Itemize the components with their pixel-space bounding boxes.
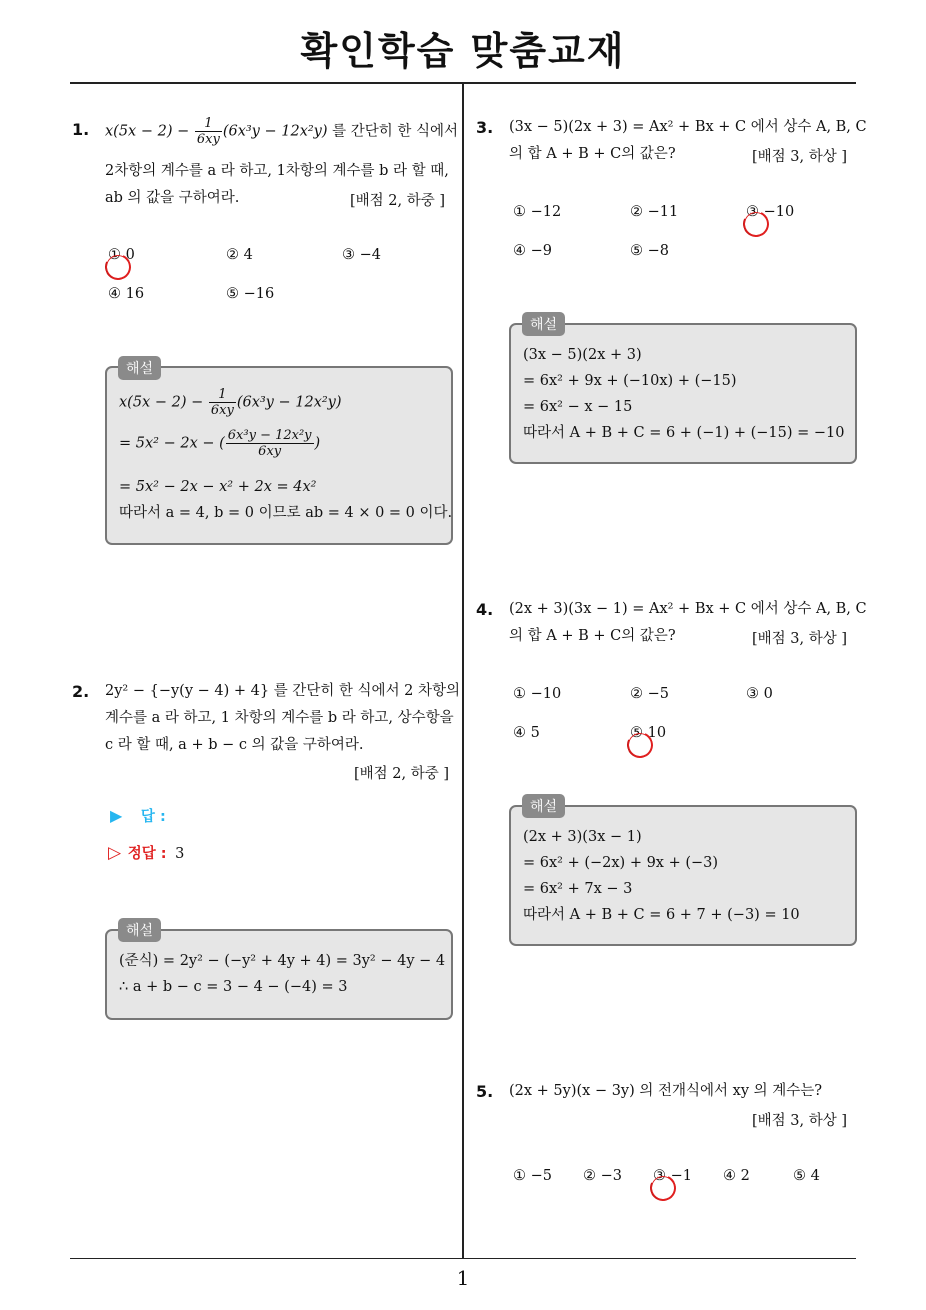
question-text-line3: ab 의 값을 구하여라. (105, 190, 240, 206)
solution-line: = 5x² − 2x − x² + 2x = 4x² (119, 479, 317, 495)
question-text: 를 간단히 한 식에서 (327, 123, 459, 140)
solution-label: 해설 (522, 794, 565, 818)
question-number: 2. (72, 682, 90, 701)
solution-line: = 6x² − x − 15 (523, 399, 633, 415)
question-text-line2: 계수를 a 라 하고, 1 차항의 계수를 b 라 하고, 상수항을 (105, 710, 454, 726)
score-label: [배점 3, 하상 ] (752, 149, 848, 165)
question-text-line1: (2x + 3)(3x − 1) = Ax² + Bx + C 에서 상수 A, B, C (509, 601, 867, 617)
question-text-line2: 2차항의 계수를 a 라 하고, 1차항의 계수를 b 라 할 때, (105, 163, 449, 179)
choice-1[interactable]: ① 0 (108, 247, 135, 263)
expression: x(5x − 2) − (105, 123, 194, 140)
score-label: [배점 2, 하중 ] (350, 193, 446, 209)
choice-1[interactable]: ① −10 (513, 686, 562, 702)
answer-label: 답 : (140, 809, 166, 825)
choice-4[interactable]: ④ 5 (513, 725, 540, 741)
footer-divider (70, 1258, 856, 1259)
choice-2[interactable]: ② −11 (630, 204, 679, 220)
column-divider (462, 84, 464, 1258)
correct-answer-label: 정답 : (127, 846, 167, 862)
solution-line: 따라서 A + B + C = 6 + 7 + (−3) = 10 (523, 907, 800, 923)
question-number: 1. (72, 120, 90, 139)
solution-line: (준식) = 2y² − (−y² + 4y + 4) = 3y² − 4y − 4 (119, 953, 446, 969)
question-text-line1 (105, 116, 460, 147)
question-text-line2: 의 합 A + B + C의 값은? (509, 146, 676, 162)
choice-1[interactable]: ① −5 (513, 1168, 552, 1184)
document-title: 확인학습 맞춤교재 (300, 29, 626, 73)
outline-triangle-icon: ▷ (108, 843, 122, 863)
choice-3[interactable]: ③ −10 (746, 204, 794, 220)
question-text-line1: 2y² − {−y(y − 4) + 4} 를 간단히 한 식에서 2 차항의 (105, 683, 461, 699)
solution-box (105, 929, 453, 1020)
score-label: [배점 2, 하중 ] (354, 766, 450, 782)
choice-3[interactable]: ③ −4 (342, 247, 381, 263)
page-number: 1 (456, 1266, 470, 1290)
question-text-line2: 의 합 A + B + C의 값은? (509, 628, 676, 644)
score-label: [배점 3, 하상 ] (752, 1113, 848, 1129)
choice-2[interactable]: ② −3 (583, 1168, 622, 1184)
choice-2[interactable]: ② −5 (630, 686, 669, 702)
solution-line: = 6x² + 7x − 3 (523, 881, 633, 897)
solution-line: = 6x² + (−2x) + 9x + (−3) (523, 855, 719, 871)
question-number: 4. (476, 600, 494, 619)
solution-label: 해설 (522, 312, 565, 336)
question-text-line1: (2x + 5y)(x − 3y) 의 전개식에서 xy 의 계수는? (509, 1083, 823, 1099)
expression: (6x³y − 12x²y) (222, 123, 328, 140)
solution-line: (2x + 3)(3x − 1) (523, 829, 642, 845)
play-triangle-icon: ▶ (110, 806, 123, 825)
choice-4[interactable]: ④ 16 (108, 286, 145, 302)
choice-3[interactable]: ③ 0 (746, 686, 773, 702)
solution-label: 해설 (118, 918, 161, 942)
correct-answer-value: 3 (175, 846, 185, 862)
choice-4[interactable]: ④ 2 (723, 1168, 750, 1184)
choice-3[interactable]: ③ −1 (653, 1168, 692, 1184)
score-label: [배점 3, 하상 ] (752, 631, 848, 647)
choice-5[interactable]: ⑤ −16 (226, 286, 275, 302)
solution-line: 따라서 A + B + C = 6 + (−1) + (−15) = −10 (523, 425, 845, 441)
solution-box (509, 323, 857, 464)
solution-box (105, 366, 453, 545)
answer-row (110, 805, 166, 826)
solution-line: ∴ a + b − c = 3 − 4 − (−4) = 3 (119, 979, 348, 995)
solution-box (509, 805, 857, 946)
question-number: 5. (476, 1082, 494, 1101)
solution-label: 해설 (118, 356, 161, 380)
solution-line: x(5x − 2) − $\frac{1}{6xy}$ (6x³y − 12x²y) (119, 387, 342, 418)
solution-line: = 6x² + 9x + (−10x) + (−15) (523, 373, 737, 389)
fraction: $\frac{1}{6xy}$ (196, 116, 220, 147)
question-text-line1: (3x − 5)(2x + 3) = Ax² + Bx + C 에서 상수 A, B, C (509, 119, 867, 135)
solution-line: (3x − 5)(2x + 3) (523, 347, 642, 363)
question-text-line3: c 라 할 때, a + b − c 의 값을 구하여라. (105, 737, 364, 753)
solution-line: 따라서 a = 4, b = 0 이므로 ab = 4 × 0 = 0 이다. (119, 505, 453, 521)
choice-5[interactable]: ⑤ 4 (793, 1168, 820, 1184)
question-number: 3. (476, 118, 494, 137)
choice-5[interactable]: ⑤ 10 (630, 725, 666, 741)
choice-1[interactable]: ① −12 (513, 204, 562, 220)
choice-2[interactable]: ② 4 (226, 247, 253, 263)
choice-4[interactable]: ④ −9 (513, 243, 552, 259)
choice-5[interactable]: ⑤ −8 (630, 243, 669, 259)
solution-line: = 5x² − 2x − ( $\frac{\text{6x³y − 12x²y}}{6xy}$ ) (119, 428, 321, 459)
correct-answer-row (108, 842, 184, 863)
